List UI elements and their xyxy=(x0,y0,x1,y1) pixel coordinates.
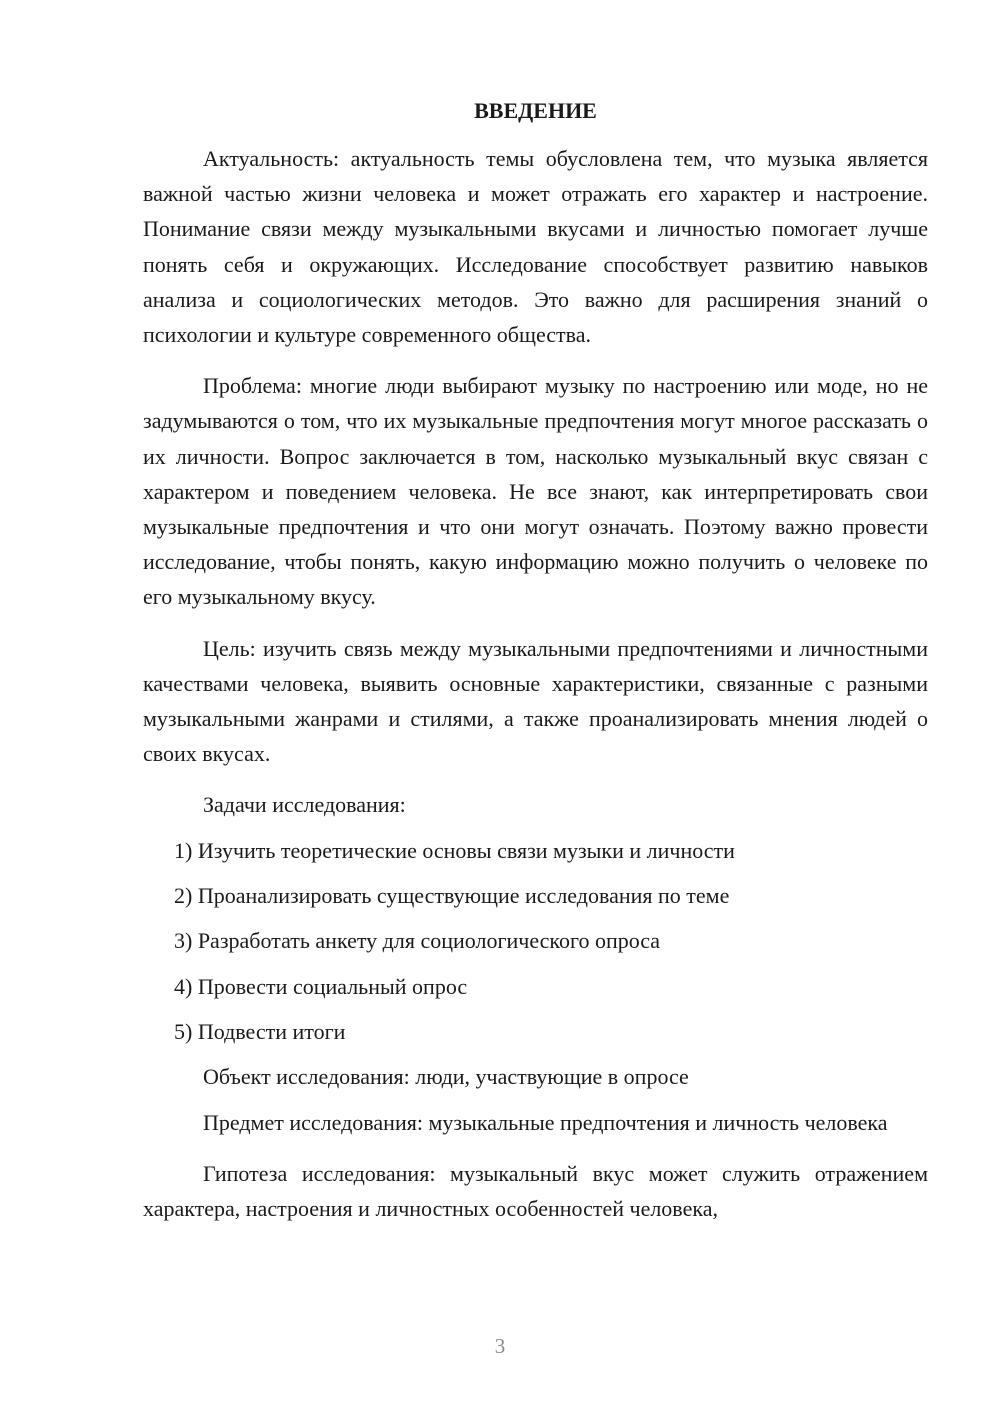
task-item: 5) Подвести итоги xyxy=(174,1018,346,1044)
tasks-heading: Задачи исследования: xyxy=(203,792,406,818)
research-hypothesis: Гипотеза исследования: музыкальный вкус может служить отражением характера, настроения и личностных особенностей человека, xyxy=(143,1160,928,1221)
page-body xyxy=(143,93,928,1242)
research-subject: Предмет исследования: музыкальные предпочтения и личность человека xyxy=(203,1109,888,1135)
task-item: 2) Проанализировать существующие исследования по теме xyxy=(174,883,730,909)
task-item: 4) Провести социальный опрос xyxy=(174,973,468,999)
goal-paragraph: Цель: изучить связь между музыкальными предпочтениями и личностными качествами человека, выявить основные характеристики, связанные с разными музыкальными жанрами и стилями, а также проанализировать мнения людей о своих вкусах. xyxy=(143,635,928,767)
problem-paragraph: Проблема: многие люди выбирают музыку по настроению или моде, но не задумываются о том, что их музыкальные предпочтения могут многое рассказать о их личности. Вопрос заключается в том, насколько музыкальный вкус связан с характером и поведением человека. Не все знают, как интерпретировать свои музыкальные предпочтения и что они могут означать. Поэтому важно провести исследование, чтобы понять, какую информацию можно получить о человеке по его музыкальному вкусу. xyxy=(143,373,928,610)
relevance-paragraph: Актуальность: актуальность темы обусловлена тем, что музыка является важной частью жизни человека и может отражать его характер и настроение. Понимание связи между музыкальными вкусами и личностью помогает лучше понять себя и окружающих. Исследование способствует развитию навыков анализа и социологических методов. Это важно для расширения знаний о психологии и культуре современного общества. xyxy=(143,146,928,348)
page-number: 3 xyxy=(494,1334,506,1358)
page-title: ВВЕДЕНИЕ xyxy=(474,98,597,123)
research-object: Объект исследования: люди, участвующие в опросе xyxy=(203,1064,689,1090)
task-item: 3) Разработать анкету для социологического опроса xyxy=(174,928,661,954)
task-item: 1) Изучить теоретические основы связи музыки и личности xyxy=(174,837,735,863)
